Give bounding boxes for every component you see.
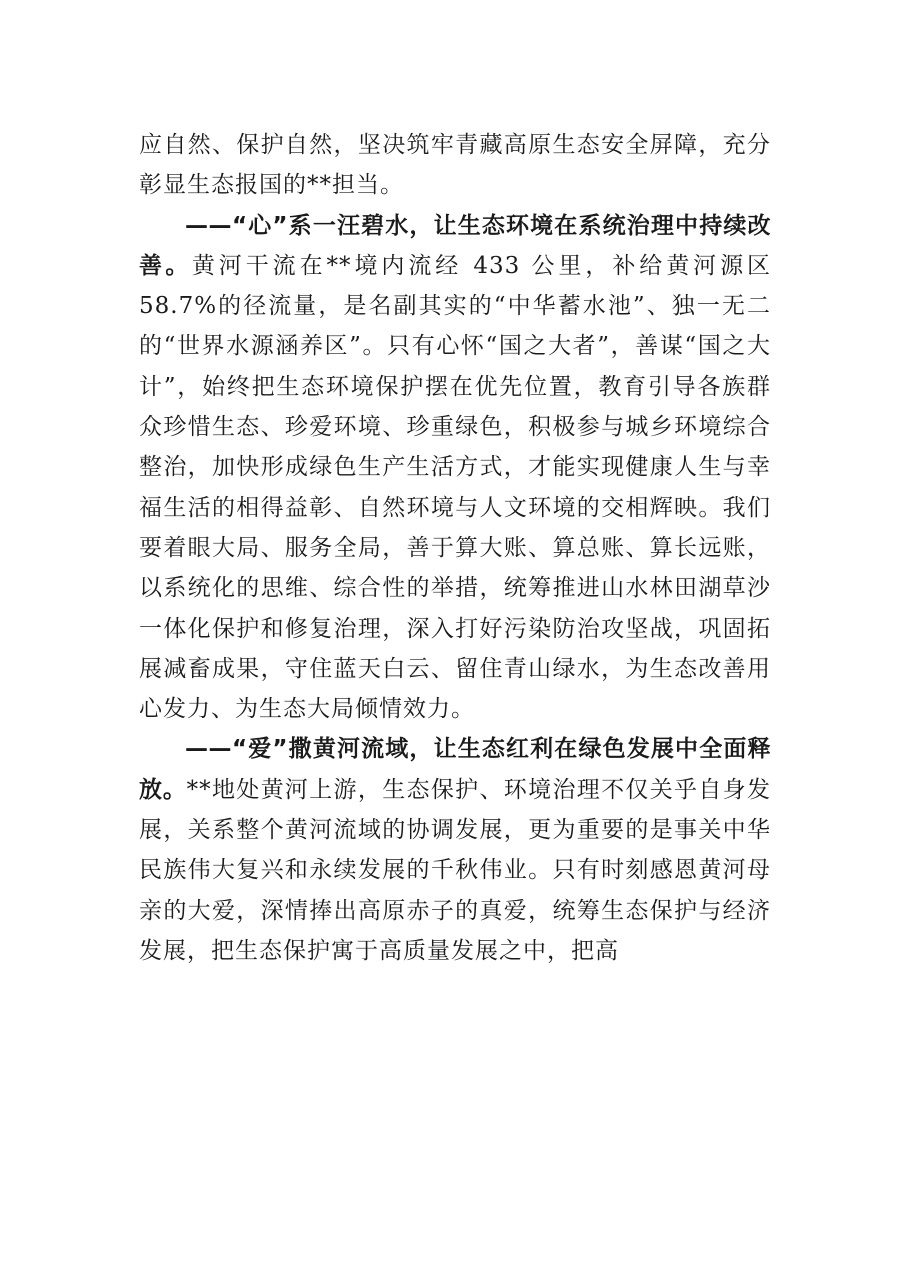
- paragraph-yellow-river: [139, 729, 771, 971]
- paragraph-lead-heading: ——“爱”撒黄河流域，让生态红利在绿色发展中全面释放。: [139, 736, 771, 803]
- paragraph-continuation: [139, 125, 771, 206]
- paragraph-body: 应自然、保护自然，坚决筑牢青藏高原生态安全屏障，充分彰显生态报国的**担当。: [139, 132, 771, 199]
- paragraph-water: [139, 206, 771, 730]
- paragraph-lead-heading: ——“心”系一汪碧水，让生态环境在系统治理中持续改善。: [139, 212, 771, 279]
- document-body: [139, 125, 771, 971]
- paragraph-body: 黄河干流在**境内流经 433 公里，补给黄河源区 58.7%的径流量，是名副其实的“中华蓄水池”、独一无二的“世界水源涵养区”。只有心怀“国之大者”，善谋“国之大计”，始终把生态环境保护摆在优先位置，教育引导各族群众珍惜生态、珍爱环境、珍重绿色，积极参与城乡环境综合整治，加快形成绿色生产生活方式，才能实现健康人生与幸福生活的相得益彰、自然环境与人文环境的交相辉映。我们要着眼大局、服务全局，善于算大账、算总账、算长远账，以系统化的思维、综合性的举措，统筹推进山水林田湖草沙一体化保护和修复治理，深入打好污染防治攻坚战，巩固拓展减畜成果，守住蓝天白云、留住青山绿水，为生态改善用心发力、为生态大局倾情效力。: [139, 252, 772, 723]
- paragraph-body: **地处黄河上游，生态保护、环境治理不仅关乎自身发展，关系整个黄河流域的协调发展，更为重要的是事关中华民族伟大复兴和永续发展的千秋伟业。只有时刻感恩黄河母亲的大爱，深情捧出高原赤子的真爱，统筹生态保护与经济发展，把生态保护寓于高质量发展之中，把高: [139, 776, 772, 964]
